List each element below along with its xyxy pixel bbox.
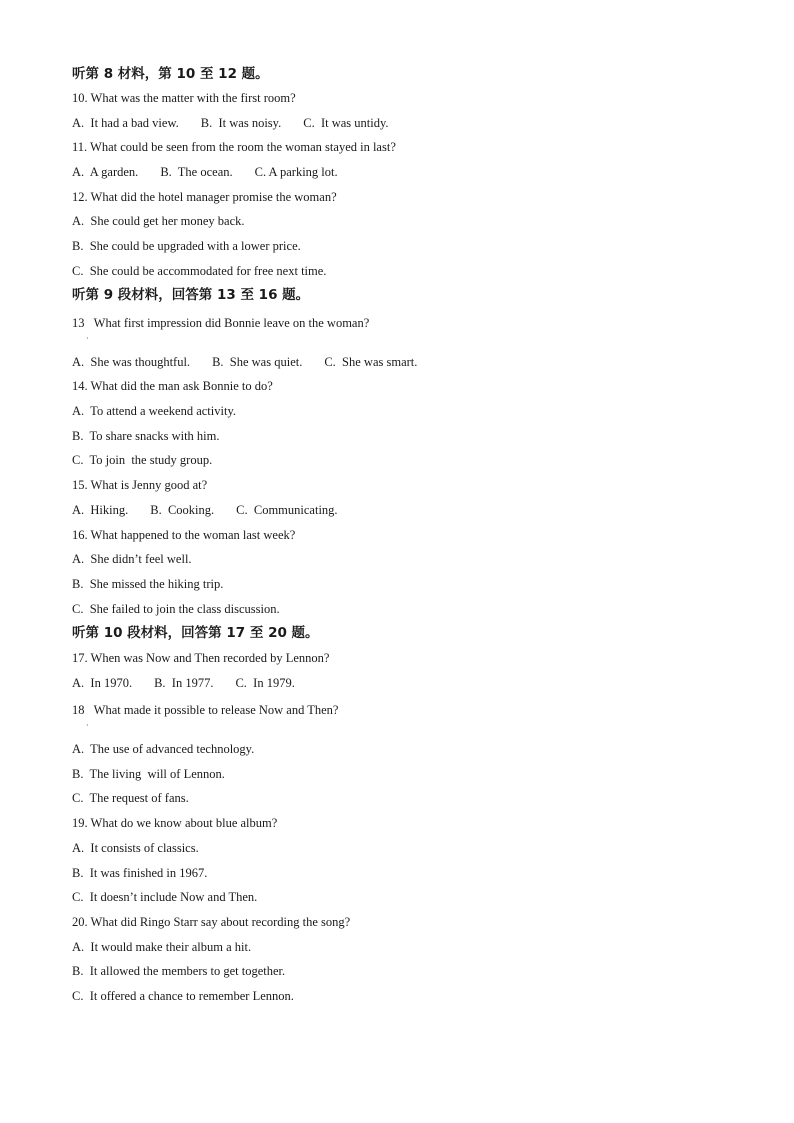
option: C. It was untidy. [303, 116, 389, 130]
option: C. It offered a chance to remember Lennon. [72, 989, 294, 1003]
question-stem: 19. What do we know about blue album? [72, 816, 278, 830]
question-stem: 10. What was the matter with the first room? [72, 91, 296, 105]
option: A. To attend a weekend activity. [72, 404, 237, 418]
option: B. It allowed the members to get together. [72, 964, 286, 978]
option: B. In 1977. [154, 676, 214, 690]
decorative-dot: · [86, 721, 89, 730]
option: C. To join the study group. [72, 453, 213, 467]
question-stem: 18 What made it possible to release Now and Then? [72, 703, 339, 717]
option: A. A garden. [72, 165, 139, 179]
section-heading: 听第 8 材料，第 10 至 12 题。 [72, 66, 269, 82]
question-stem: 15. What is Jenny good at? [72, 478, 208, 492]
option-row [72, 675, 317, 691]
option-row [72, 502, 360, 518]
question-stem: 11. What could be seen from the room the woman stayed in last? [72, 140, 396, 154]
option: C. Communicating. [236, 503, 338, 517]
option-row [72, 115, 411, 131]
option-row [72, 164, 360, 180]
option: A. In 1970. [72, 676, 133, 690]
option: C. The request of fans. [72, 791, 189, 805]
option: A. It consists of classics. [72, 841, 199, 855]
option: B. To share snacks with him. [72, 429, 220, 443]
option: B. She missed the hiking trip. [72, 577, 224, 591]
option: A. She didn’t feel well. [72, 552, 192, 566]
section-heading: 听第 9 段材料，回答第 13 至 16 题。 [72, 287, 310, 303]
option: A. Hiking. [72, 503, 129, 517]
option-row [72, 354, 439, 370]
option: A. She was thoughtful. [72, 355, 191, 369]
question-stem: 13 What first impression did Bonnie leave on the woman? [72, 316, 370, 330]
option: C. In 1979. [235, 676, 295, 690]
option: C. She failed to join the class discussion. [72, 602, 280, 616]
option: A. It had a bad view. [72, 116, 179, 130]
option: B. The ocean. [160, 165, 233, 179]
option: C. It doesn’t include Now and Then. [72, 890, 258, 904]
question-stem: 20. What did Ringo Starr say about recording the song? [72, 915, 351, 929]
option: A. She could get her money back. [72, 214, 245, 228]
section-heading: 听第 10 段材料，回答第 17 至 20 题。 [72, 625, 319, 641]
option: B. It was finished in 1967. [72, 866, 208, 880]
option: B. Cooking. [150, 503, 215, 517]
option: C. She was smart. [324, 355, 418, 369]
option: B. The living will of Lennon. [72, 767, 225, 781]
question-stem: 17. When was Now and Then recorded by Lennon? [72, 651, 330, 665]
decorative-dot: · [86, 334, 89, 343]
option: B. She was quiet. [212, 355, 303, 369]
option: B. It was noisy. [200, 116, 282, 130]
option: C. A parking lot. [254, 165, 338, 179]
option: A. The use of advanced technology. [72, 742, 255, 756]
option: A. It would make their album a hit. [72, 940, 252, 954]
question-stem: 12. What did the hotel manager promise the woman? [72, 190, 337, 204]
option: C. She could be accommodated for free next time. [72, 264, 327, 278]
question-stem: 16. What happened to the woman last week? [72, 528, 296, 542]
question-stem: 14. What did the man ask Bonnie to do? [72, 379, 273, 393]
option: B. She could be upgraded with a lower price. [72, 239, 301, 253]
